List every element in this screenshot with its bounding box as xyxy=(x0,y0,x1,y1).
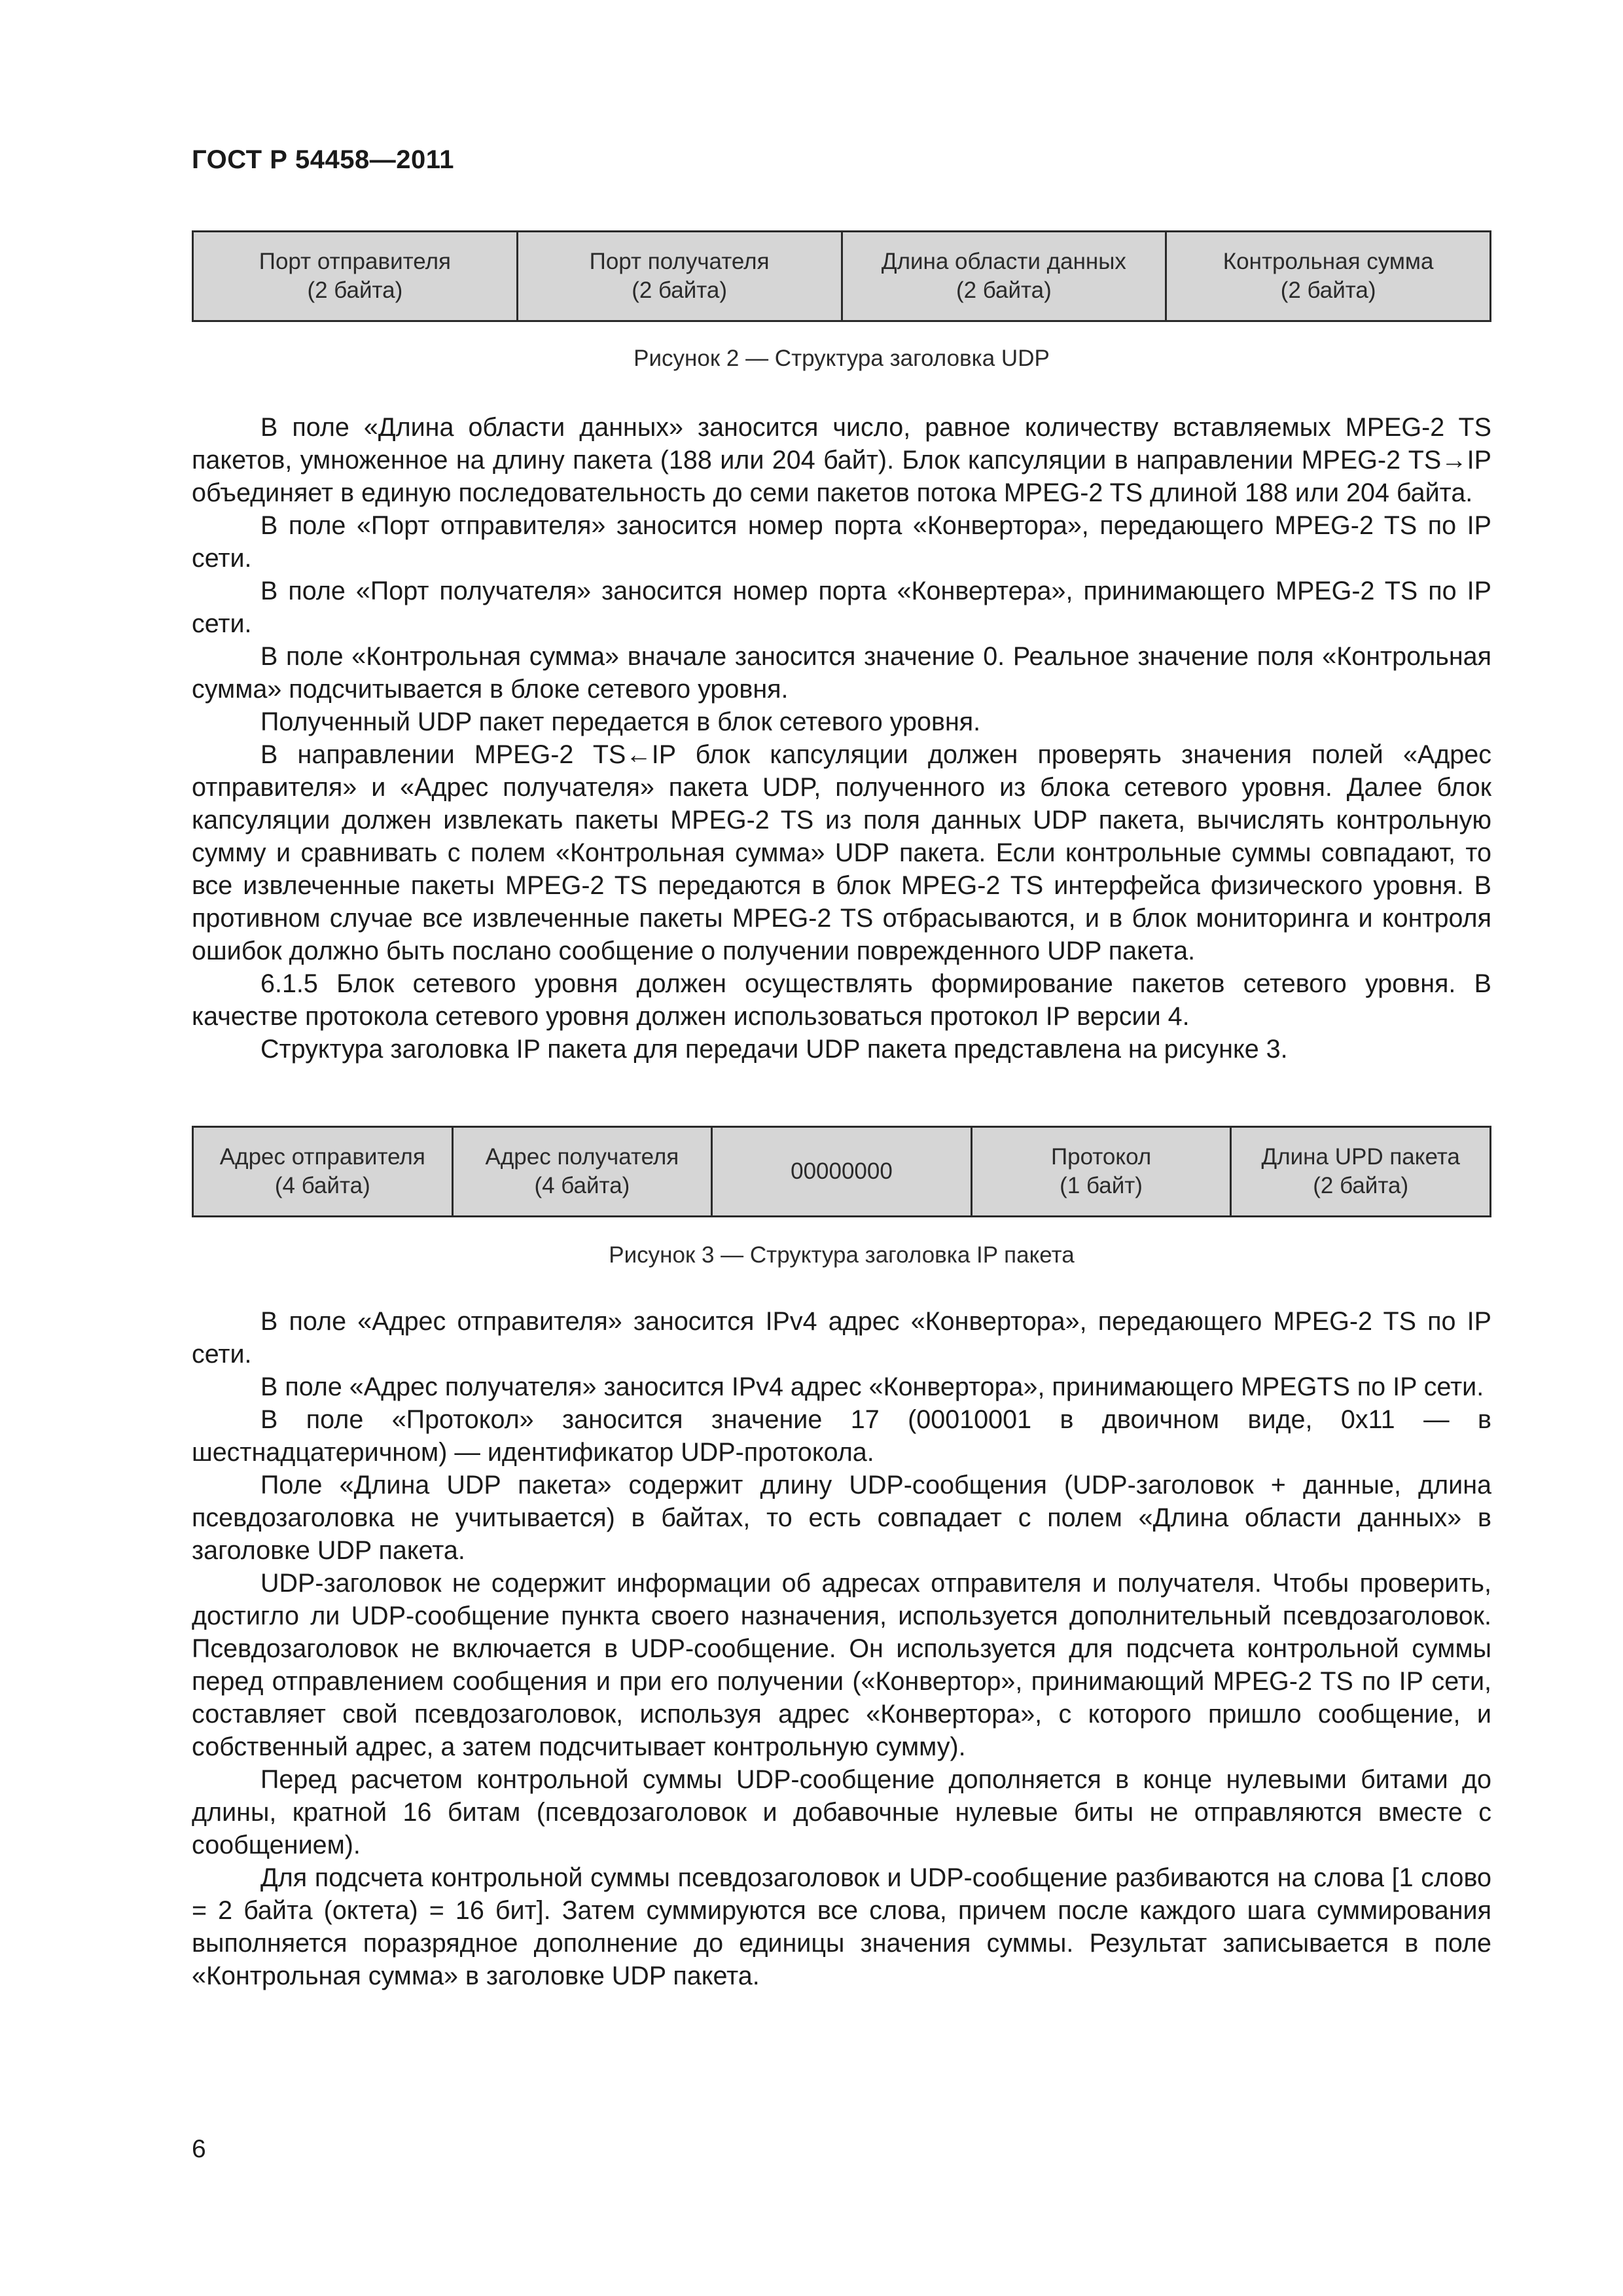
udp-destination-port-cell: Порт получателя (2 байта) xyxy=(517,232,842,321)
paragraph: Для подсчета контрольной суммы псевдозаголовок и UDP-сообщение разбиваются на слова [1 слово = 2 байта (октета) = 16 бит]. Затем суммируются все слова, причем после каждого шага суммирования выполняется поразрядное дополнение до единицы значения суммы. Результат записывается в поле «Контрольная сумма» в заголовке UDP пакета. xyxy=(192,1863,1491,1990)
ip-protocol-cell: Протокол (1 байт) xyxy=(971,1127,1231,1217)
table-row xyxy=(193,1127,1491,1217)
paragraph: Поле «Длина UDP пакета» содержит длину UDP-сообщения (UDP-заголовок + данные, длина псевдозаголовка не учитывается) в байтах, то есть совпадает с полем «Длина области данных» в заголовке UDP пакета. xyxy=(192,1471,1491,1565)
paragraph: В поле «Длина области данных» заносится число, равное количеству вставляемых MPEG-2 TS пакетов, умноженное на длину пакета (188 или 204 байт). Блок капсуляции в направлении MPEG-2 TS→IP объединяет в единую последовательность до семи пакетов потока MPEG-2 TS длиной 188 или 204 байта. xyxy=(192,413,1491,507)
page-number: 6 xyxy=(192,2135,206,2163)
udp-checksum-cell: Контрольная сумма (2 байта) xyxy=(1166,232,1491,321)
paragraph: В поле «Протокол» заносится значение 17 (00010001 в двоичном виде, 0x11 — в шестнадцатеричном) — идентификатор UDP-протокола. xyxy=(192,1405,1491,1467)
paragraph: 6.1.5 Блок сетевого уровня должен осуществлять формирование пакетов сетевого уровня. В качестве протокола сетевого уровня должен использоваться протокол IP версии 4. xyxy=(192,969,1491,1031)
paragraph: Перед расчетом контрольной суммы UDP-сообщение дополняется в конце нулевыми битами до длины, кратной 16 битам (псевдозаголовок и добавочные нулевые биты не отправляются вместе с сообщением). xyxy=(192,1765,1491,1859)
figure-3-caption: Рисунок 3 — Структура заголовка IP пакета xyxy=(609,1242,1075,1268)
paragraph: В поле «Адрес отправителя» заносится IPv4 адрес «Конвертора», передающего MPEG-2 TS по IP сети. xyxy=(192,1307,1491,1369)
body-text-part-2 xyxy=(192,1305,1491,1992)
udp-source-port-cell: Порт отправителя (2 байта) xyxy=(193,232,518,321)
paragraph: UDP-заголовок не содержит информации об адресах отправителя и получателя. Чтобы проверить, достигло ли UDP-сообщение пункта своего назначения, используется дополнительный псевдозаголовок. Псевдозаголовок не включается в UDP-сообщение. Он используется для подсчета контрольной суммы перед отправлением сообщения и при его получении («Конвертор», принимающий MPEG-2 TS по IP сети, составляет свой псевдозаголовок, используя адрес «Конвертора», с которого пришло сообщение, и собственный адрес, а затем подсчитывает контрольную сумму). xyxy=(192,1569,1491,1761)
paragraph: Структура заголовка IP пакета для передачи UDP пакета представлена на рисунке 3. xyxy=(260,1035,1288,1064)
paragraph: В направлении MPEG-2 TS←IP блок капсуляции должен проверять значения полей «Адрес отправителя» и «Адрес получателя» пакета UDP, полученного из блока сетевого уровня. Далее блок капсуляции должен извлекать пакеты MPEG-2 TS из поля данных UDP пакета, вычислять контрольную сумму и сравнивать с полем «Контрольная сумма» UDP пакета. Если контрольные суммы совпадают, то все извлеченные пакеты MPEG-2 TS передаются в блок MPEG-2 TS интерфейса физического уровня. В противном случае все извлеченные пакеты MPEG-2 TS отбрасываются, и в блок мониторинга и контроля ошибок должно быть послано сообщение о получении поврежденного UDP пакета. xyxy=(192,740,1491,965)
ip-header-structure-table xyxy=(192,1126,1491,1217)
udp-data-length-cell: Длина области данных (2 байта) xyxy=(842,232,1166,321)
ip-zero-field-cell: 00000000 xyxy=(712,1127,972,1217)
ip-source-address-cell: Адрес отправителя (4 байта) xyxy=(193,1127,453,1217)
udp-header-structure-table xyxy=(192,230,1491,322)
body-text-part-1 xyxy=(192,411,1491,1066)
standard-header: ГОСТ Р 54458—2011 xyxy=(192,145,454,174)
paragraph: Полученный UDP пакет передается в блок сетевого уровня. xyxy=(260,708,981,736)
figure-2-caption: Рисунок 2 — Структура заголовка UDP xyxy=(633,346,1050,371)
ip-udp-length-cell: Длина UPD пакета (2 байта) xyxy=(1231,1127,1491,1217)
ip-destination-address-cell: Адрес получателя (4 байта) xyxy=(452,1127,712,1217)
paragraph: В поле «Контрольная сумма» вначале заносится значение 0. Реальное значение поля «Контрольная сумма» подсчитывается в блоке сетевого уровня. xyxy=(192,642,1491,704)
paragraph: В поле «Адрес получателя» заносится IPv4 адрес «Конвертора», принимающего MPEGTS по IP сети. xyxy=(260,1372,1484,1401)
paragraph: В поле «Порт отправителя» заносится номер порта «Конвертора», передающего MPEG-2 TS по IP сети. xyxy=(192,511,1491,573)
table-row xyxy=(193,232,1491,321)
paragraph: В поле «Порт получателя» заносится номер порта «Конвертера», принимающего MPEG-2 TS по IP сети. xyxy=(192,577,1491,638)
